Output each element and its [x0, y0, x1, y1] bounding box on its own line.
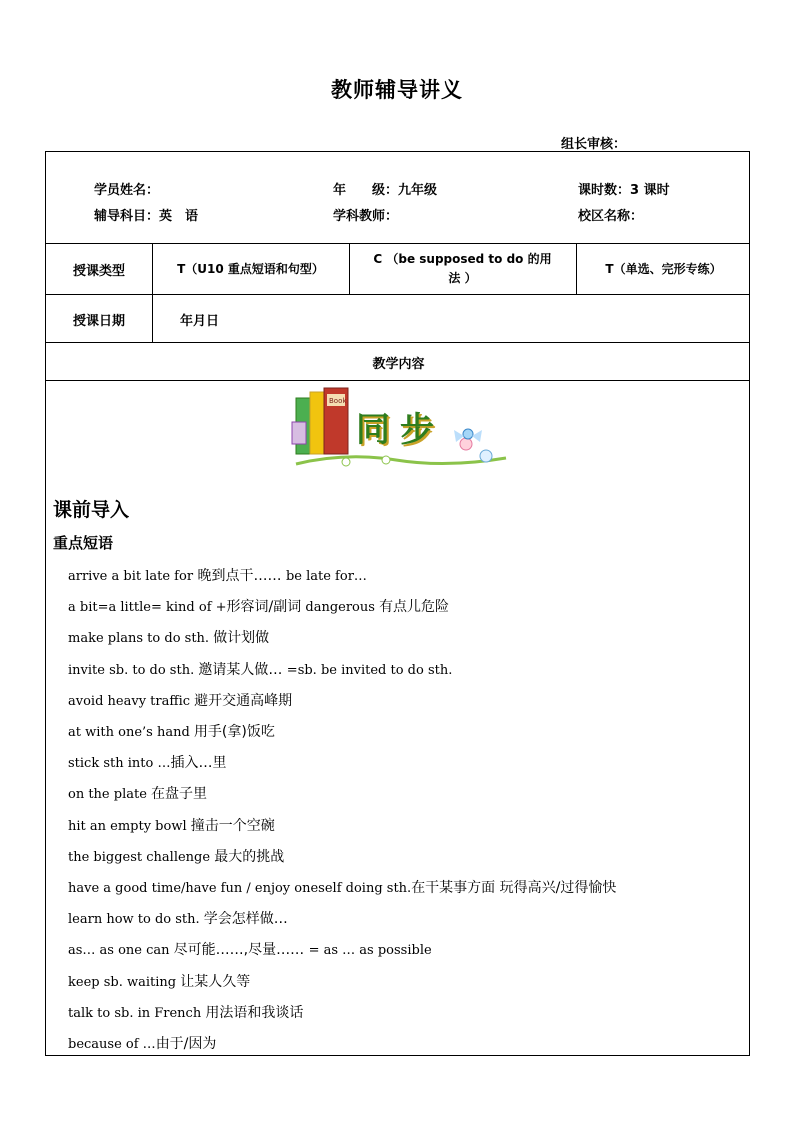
reviewer-label: 组长审核： — [561, 137, 627, 152]
phrase-english: arrive a bit late for — [68, 569, 194, 584]
phrase-chinese: 让某人久等 — [180, 973, 251, 990]
phrase-chinese: 学会怎样做… — [203, 911, 288, 928]
lesson-date-value: 年月日 — [180, 314, 220, 329]
phrase-item — [68, 721, 275, 741]
phrase-chinese: 邀请某人做… — [198, 661, 287, 678]
phrase-chinese: 尽可能……,尽量…… — [173, 942, 309, 959]
table-divider — [46, 380, 749, 381]
phrase-item — [68, 908, 288, 928]
phrase-english: keep sb. waiting — [68, 974, 181, 990]
phrase-item — [68, 783, 207, 803]
phrase-item — [68, 1002, 303, 1022]
lesson-type-t2: T（单选、完形专练） — [605, 262, 722, 276]
phrase-item — [68, 627, 269, 647]
page-title: 教师辅导讲义 — [331, 78, 463, 102]
lesson-type-label: 授课类型 — [72, 264, 125, 279]
phrase-english: dangerous — [301, 600, 380, 616]
lesson-type-c — [349, 250, 576, 288]
phrase-english: at with one’s hand — [68, 725, 194, 740]
table-divider — [46, 342, 749, 343]
grade-field: 年 级：九年级 — [333, 183, 438, 198]
phrase-item — [68, 877, 616, 897]
phrase-english: a bit=a little= kind of + — [68, 600, 227, 616]
phrase-chinese: 形容词/副词 — [226, 599, 302, 616]
teacher-label: 学科教师： — [333, 209, 399, 224]
phrase-chinese: 用法语和我谈话 — [205, 1004, 304, 1021]
phrase-english: avoid heavy traffic — [68, 693, 195, 709]
section-subtitle: 重点短语 — [53, 534, 114, 552]
lesson-type-c-line1: C （be supposed to do 的用 — [373, 252, 552, 266]
tongbu-logo — [286, 384, 516, 484]
book-text: Book — [329, 397, 347, 405]
student-name-label: 学员姓名： — [94, 183, 160, 198]
lesson-type-t1: T（U10 重点短语和句型） — [177, 262, 324, 276]
phrase-item — [68, 971, 250, 991]
phrase-english: hit an empty bowl — [68, 818, 191, 834]
phrase-item — [68, 565, 367, 585]
logo-text: 同步 — [356, 410, 444, 450]
phrase-item — [68, 690, 292, 710]
phrase-english: talk to sb. in French — [68, 1005, 206, 1021]
subject-field: 辅导科目：英 语 — [94, 209, 199, 224]
section-title: 课前导入 — [53, 499, 130, 521]
phrase-english: = as … as possible — [308, 943, 432, 959]
phrase-english: the biggest challenge — [68, 849, 215, 865]
phrase-chinese: 避开交通高峰期 — [194, 692, 293, 709]
phrase-item — [68, 752, 226, 772]
lesson-date-label: 授课日期 — [72, 314, 125, 329]
phrase-english: have a good time/have fun / enjoy oneself doing sth. — [68, 881, 412, 896]
phrase-english: be late for… — [285, 569, 367, 584]
lesson-table — [45, 151, 750, 1056]
phrase-chinese: 晚到点干…… — [193, 568, 286, 584]
table-divider — [152, 294, 153, 342]
phrase-chinese: 在盘子里 — [151, 786, 208, 803]
phrase-english: because of … — [68, 1037, 156, 1052]
phrase-english: as… as one can — [68, 943, 174, 959]
phrase-item — [68, 659, 452, 679]
phrase-chinese: 做计划做 — [213, 630, 270, 647]
hours-field: 课时数：3 课时 — [578, 183, 670, 198]
phrase-item — [68, 939, 432, 959]
phrase-item — [68, 596, 449, 616]
phrase-item — [68, 1033, 216, 1053]
phrase-english: stick sth into … — [68, 756, 171, 772]
phrase-english: on the plate — [68, 787, 152, 803]
phrase-english: make plans to do sth. — [68, 631, 214, 647]
phrase-chinese: 撞击一个空碗 — [190, 817, 275, 834]
campus-label: 校区名称： — [578, 209, 644, 224]
content-label: 教学内容 — [372, 357, 425, 372]
phrase-chinese: 用手(拿)饭吃 — [193, 724, 275, 740]
phrase-chinese: 插入…里 — [170, 755, 227, 772]
phrase-item — [68, 815, 275, 835]
phrase-chinese: 在干某事方面 玩得高兴/过得愉快 — [411, 880, 617, 896]
phrase-chinese: 由于/因为 — [155, 1036, 217, 1052]
phrase-chinese: 有点儿危险 — [379, 599, 450, 616]
phrase-english: learn how to do sth. — [68, 912, 204, 928]
lesson-type-c-line2: 法 ） — [448, 271, 477, 285]
phrase-english: =sb. be invited to do sth. — [286, 662, 453, 678]
phrase-english: invite sb. to do sth. — [68, 662, 199, 678]
phrase-item — [68, 846, 284, 866]
phrase-chinese: 最大的挑战 — [214, 848, 285, 865]
